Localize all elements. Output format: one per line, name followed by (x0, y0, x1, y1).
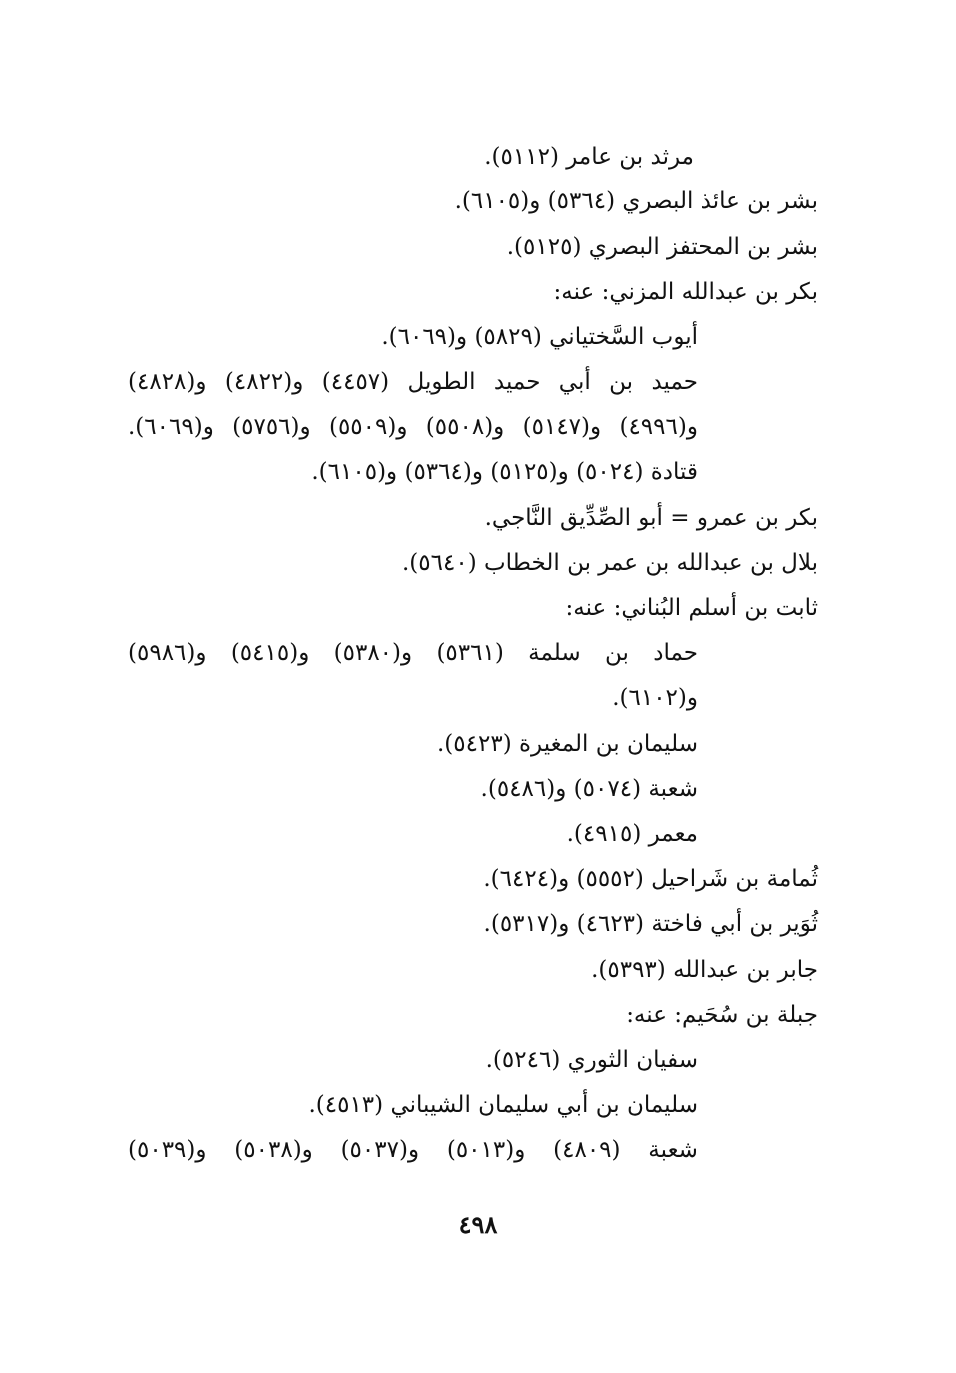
entry-line: بكر بن عمرو = أبو الصِّدِّيق النَّاجي. (484, 505, 818, 531)
entry-line: بشر بن المحتفز البصري (٥١٢٥). (506, 234, 818, 260)
entry-line: بلال بن عبدالله بن عمر بن الخطاب (٥٦٤٠). (402, 550, 818, 576)
entry-line: جابر بن عبدالله (٥٣٩٣). (591, 957, 818, 983)
sub-entry-line: شعبة (٥٠٧٤) و(٥٤٨٦). (480, 776, 698, 802)
entry-line: بشر بن عائذ البصري (٥٣٦٤) و(٦١٠٥). (454, 188, 818, 214)
sub-entry-line: قتادة (٥٠٢٤) و(٥١٢٥) و(٥٣٦٤) و(٦١٠٥). (311, 459, 698, 485)
sub-entry-line: سفيان الثوري (٥٢٤٦). (485, 1047, 698, 1073)
entry-line: بكر بن عبدالله المزني: عنه: (553, 279, 818, 305)
entry-line: ثُوَير بن أبي فاختة (٤٦٢٣) و(٥٣١٧). (483, 911, 818, 937)
sub-entry-line: أيوب السَّختياني (٥٨٢٩) و(٦٠٦٩). (381, 324, 698, 350)
continuation-line: و(٦١٠٢). (612, 685, 698, 711)
entry-line: جبلة بن سُحَيم: عنه: (626, 1002, 818, 1028)
sub-entry-line: معمر (٤٩١٥). (566, 821, 698, 847)
page-number: ٤٩٨ (458, 1210, 498, 1239)
entry-line: ثابت بن أسلم البُناني: عنه: (565, 595, 818, 621)
continuation-line: و(٤٩٩٦) و(٥١٤٧) و(٥٥٠٨) و(٥٥٠٩) و(٥٧٥٦) و(٦٠٦٩). (128, 414, 698, 440)
entry-line: ثُمامة بن شَراحيل (٥٥٥٢) و(٦٤٢٤). (483, 866, 818, 892)
entry-line: مرثد بن عامر (٥١١٢). (484, 144, 694, 170)
sub-entry-line: سليمان بن المغيرة (٥٤٢٣). (436, 731, 698, 757)
sub-entry-line: شعبة (٤٨٠٩) و(٥٠١٣) و(٥٠٣٧) و(٥٠٣٨) و(٥٠٣٩) (128, 1137, 698, 1163)
sub-entry-line: حميد بن أبي حميد الطويل (٤٤٥٧) و(٤٨٢٢) و(٤٨٢٨) (128, 369, 698, 395)
sub-entry-line: حماد بن سلمة (٥٣٦١) و(٥٣٨٠) و(٥٤١٥) و(٥٩٨٦) (128, 640, 698, 666)
sub-entry-line: سليمان بن أبي سليمان الشيباني (٤٥١٣). (308, 1092, 698, 1118)
